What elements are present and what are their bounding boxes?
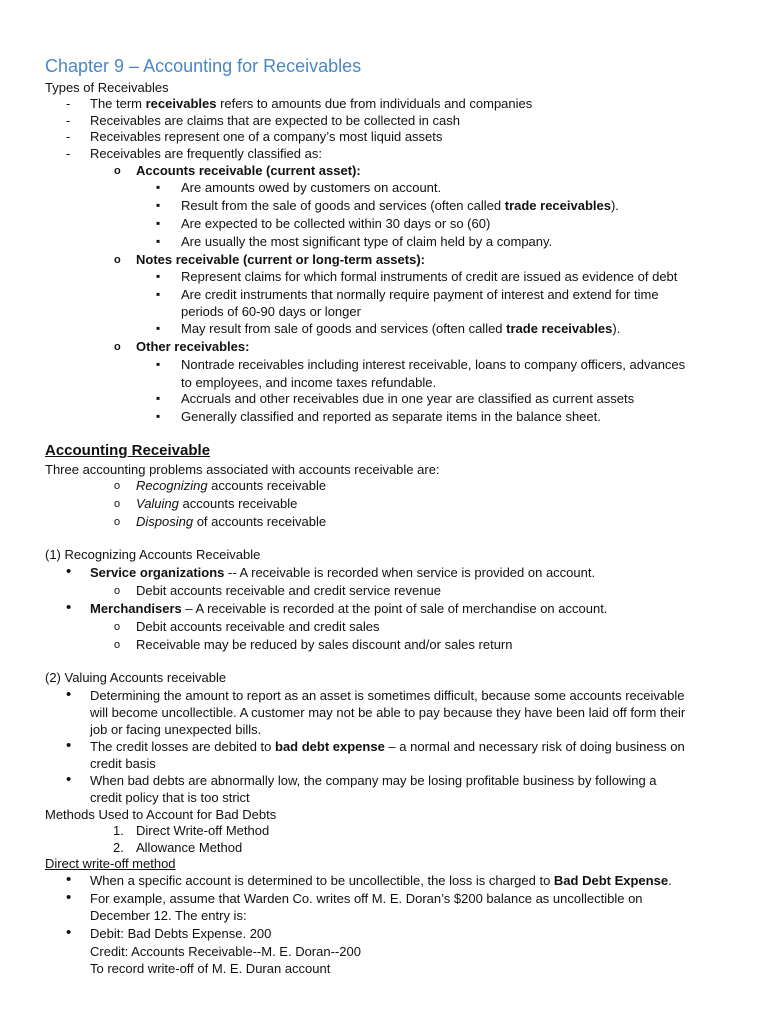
list-item-continuation: periods of 60-90 days or longer — [181, 304, 361, 319]
list-item: ▪ Are amounts owed by customers on account. — [181, 180, 441, 195]
chapter-title: Chapter 9 – Accounting for Receivables — [45, 56, 362, 76]
list-item: ▪ Accruals and other receivables due in one year are classified as current assets — [181, 391, 634, 406]
list-item: - The term receivables refers to amounts due from individuals and companies — [90, 96, 532, 111]
list-item: ▪ May result from sale of goods and services (often called trade receivables). — [181, 321, 620, 336]
list-item: ▪ Nontrade receivables including interest receivable, loans to company officers, advances — [181, 357, 685, 372]
list-item: o Recognizing accounts receivable — [136, 478, 326, 493]
list-item-continuation: credit basis — [90, 756, 156, 771]
list-item: - Receivables represent one of a company’s most liquid assets — [90, 129, 442, 144]
list-item: ▪ Are usually the most significant type of claim held by a company. — [181, 234, 552, 249]
list-item: 1. Direct Write-off Method — [113, 823, 270, 838]
list-item: ▪ Are credit instruments that normally require payment of interest and extend for time — [181, 287, 659, 302]
list-item-continuation: job or facing unexpected bills. — [90, 722, 262, 737]
list-item: • Determining the amount to report as an asset is sometimes difficult, because some accounts receivable — [90, 688, 684, 703]
list-item-continuation: Credit: Accounts Receivable--M. E. Doran--200 — [90, 944, 361, 959]
valuing-heading: (2) Valuing Accounts receivable — [45, 670, 227, 685]
list-item-continuation: will become uncollectible. A customer may not be able to pay because they have been laid off form their — [90, 705, 686, 720]
list-item: • When a specific account is determined to be uncollectible, the loss is charged to Bad Debt Expense. — [90, 873, 672, 888]
methods-heading: Methods Used to Account for Bad Debts — [45, 807, 277, 822]
list-item: • For example, assume that Warden Co. writes off M. E. Doran’s $200 balance as uncollectible on — [90, 891, 643, 906]
accounts-receivable-heading: o Accounts receivable (current asset): — [136, 163, 361, 178]
list-item: ▪ Are expected to be collected within 30 days or so (60) — [181, 216, 490, 231]
list-item: o Debit accounts receivable and credit sales — [136, 619, 380, 634]
list-item: o Debit accounts receivable and credit service revenue — [136, 583, 441, 598]
list-item: • The credit losses are debited to bad debt expense – a normal and necessary risk of doing business on — [90, 739, 685, 754]
list-item: - Receivables are claims that are expected to be collected in cash — [90, 113, 460, 128]
types-heading: Types of Receivables — [45, 80, 169, 95]
list-item: • Merchandisers – A receivable is recorded at the point of sale of merchandise on account. — [90, 601, 607, 616]
list-item: • Debit: Bad Debts Expense. 200 — [90, 926, 271, 941]
list-item-continuation: December 12. The entry is: — [90, 908, 247, 923]
list-item: o Valuing accounts receivable — [136, 496, 297, 511]
other-receivables-heading: o Other receivables: — [136, 339, 249, 354]
list-item: 2. Allowance Method — [113, 840, 243, 855]
recognizing-heading: (1) Recognizing Accounts Receivable — [45, 547, 261, 562]
list-item: o Receivable may be reduced by sales discount and/or sales return — [136, 637, 513, 652]
list-item-continuation: to employees, and income taxes refundable. — [181, 375, 437, 390]
direct-writeoff-heading: Direct write-off method — [45, 856, 176, 871]
list-item: ▪ Generally classified and reported as separate items in the balance sheet. — [181, 409, 601, 424]
list-item: o Disposing of accounts receivable — [136, 514, 326, 529]
paragraph: Three accounting problems associated with accounts receivable are: — [45, 462, 440, 477]
list-item-continuation: credit policy that is too strict — [90, 790, 250, 805]
list-item-continuation: To record write-off of M. E. Duran account — [90, 961, 331, 976]
notes-receivable-heading: o Notes receivable (current or long-term assets): — [136, 252, 425, 267]
list-item: - Receivables are frequently classified as: — [90, 146, 322, 161]
list-item: ▪ Represent claims for which formal instruments of credit are issued as evidence of debt — [181, 269, 677, 284]
list-item: ▪ Result from the sale of goods and services (often called trade receivables). — [181, 198, 619, 213]
list-item: • When bad debts are abnormally low, the company may be losing profitable business by following a — [90, 773, 657, 788]
accounting-receivable-heading: Accounting Receivable — [45, 442, 211, 459]
list-item: • Service organizations -- A receivable is recorded when service is provided on account. — [90, 565, 595, 580]
